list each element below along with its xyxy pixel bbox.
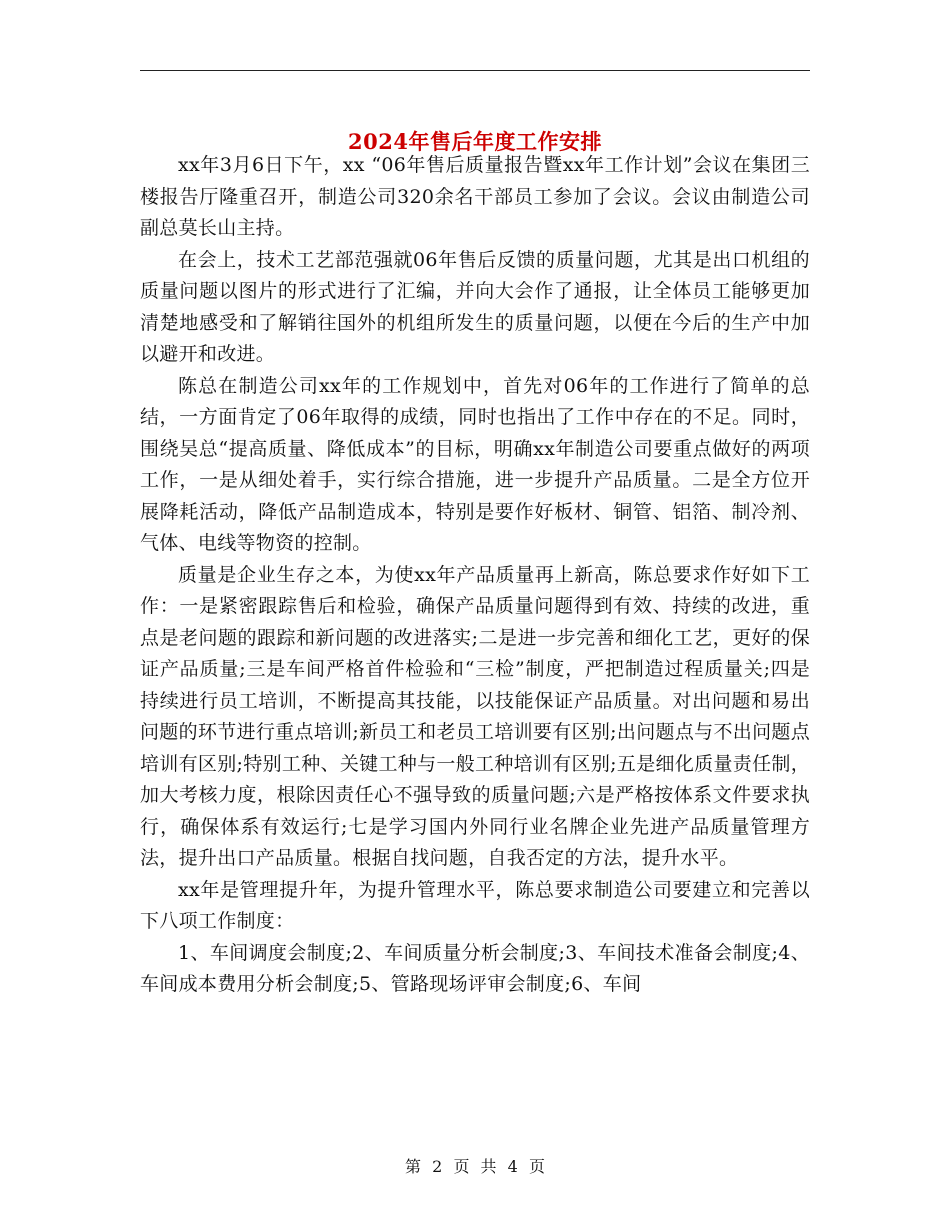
document-body (140, 150, 810, 1001)
header-rule (140, 70, 810, 71)
footer-total-pages: 4 (507, 1157, 518, 1176)
page-footer (0, 1154, 950, 1177)
paragraph-quality-report: 在会上，技术工艺部范强就06年售后反馈的质量问题，尤其是出口机组的质量问题以图片的形式进行了汇编，并向大会作了通报，让全体员工能够更加清楚地感受和了解销往国外的机组所发生的质量问题，以便在今后的生产中加以避开和改进。 (140, 248, 810, 365)
paragraph-system-list: 1、车间调度会制度;2、车间质量分析会制度;3、车间技术准备会制度;4、车间成本费用分析会制度;5、管路现场评审会制度;6、车间 (140, 941, 810, 995)
paragraph-meeting-intro: xx年3月6日下午，xx “06年售后质量报告暨xx年工作计划”会议在集团三楼报告厅隆重召开，制造公司320余名干部员工参加了会议。会议由制造公司副总莫长山主持。 (140, 154, 810, 239)
footer-label-di: 第 (405, 1157, 422, 1176)
footer-label-gong: 共 (480, 1157, 497, 1176)
footer-label-ye: 页 (453, 1157, 470, 1176)
paragraph-work-plan: 陈总在制造公司xx年的工作规划中，首先对06年的工作进行了简单的总结，一方面肯定了06年取得的成绩，同时也指出了工作中存在的不足。同时，围绕吴总“提高质量、降低成本”的目标，明确xx年制造公司要重点做好的两项工作，一是从细处着手，实行综合措施，进一步提升产品质量。二是全方位开展降耗活动，降低产品制造成本，特别是要作好板材、铜管、铝箔、制冷剂、气体、电线等物资的控制。 (140, 374, 810, 554)
paragraph-quality-requirements: 质量是企业生存之本，为使xx年产品质量再上新高，陈总要求作好如下工作：一是紧密跟踪售后和检验，确保产品质量问题得到有效、持续的改进，重点是老问题的跟踪和新问题的改进落实;二是进一步完善和细化工艺，更好的保证产品质量;三是车间严格首件检验和“三检”制度，严把制造过程质量关;四是持续进行员工培训，不断提高其技能，以技能保证产品质量。对出问题和易出问题的环节进行重点培训;新员工和老员工培训要有区别;出问题点与不出问题点培训有区别;特别工种、关键工种与一般工种培训有区别;五是细化质量责任制，加大考核力度，根除因责任心不强导致的质量问题;六是严格按体系文件要求执行，确保体系有效运行;七是学习国内外同行业名牌企业先进产品质量管理方法，提升出口产品质量。根据自找问题，自我否定的方法，提升水平。 (140, 563, 810, 869)
footer-label-ye-2: 页 (528, 1157, 545, 1176)
footer-current-page: 2 (432, 1157, 443, 1176)
document-title: 2024年售后年度工作安排 (348, 129, 602, 155)
paragraph-management-year: xx年是管理提升年，为提升管理水平，陈总要求制造公司要建立和完善以下八项工作制度： (140, 878, 810, 932)
